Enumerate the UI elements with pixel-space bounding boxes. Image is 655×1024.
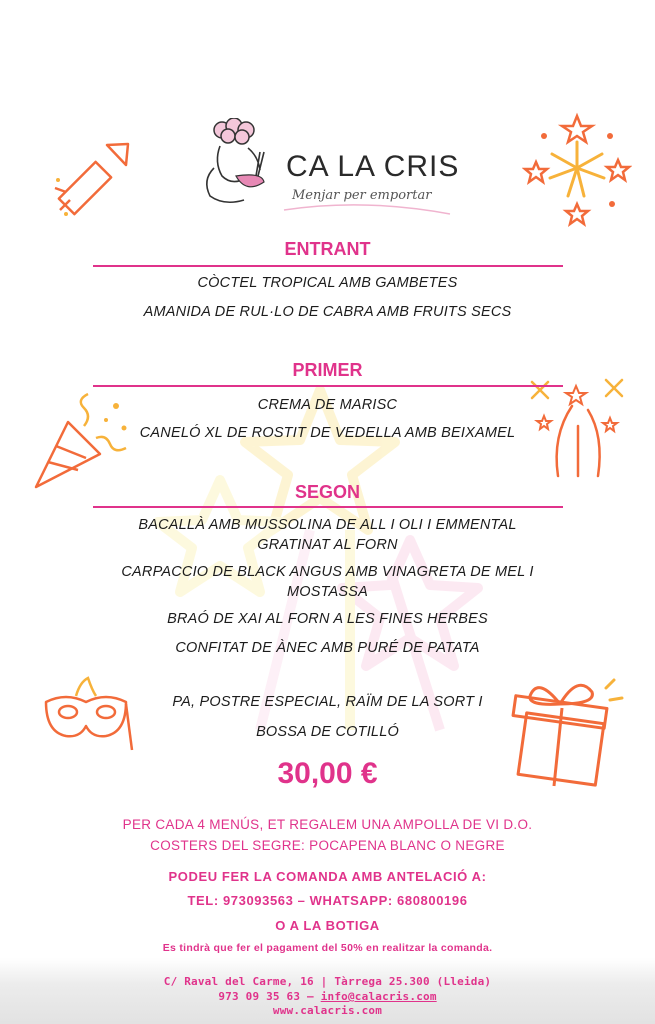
brand-tagline: Menjar per emportar xyxy=(292,188,432,203)
section-title-primer: PRIMER xyxy=(292,360,363,380)
menu-item: CONFITAT DE ÀNEC AMB PURÉ DE PATATA xyxy=(175,640,480,656)
footer xyxy=(0,958,655,1024)
promo-line: PER CADA 4 MENÚS, ET REGALEM UNA AMPOLLA DE VI D.O. xyxy=(122,817,533,832)
order-shop: O A LA BOTIGA xyxy=(275,918,380,933)
logo xyxy=(200,118,460,218)
section-divider xyxy=(93,265,563,267)
menu-item: MOSTASSA xyxy=(286,584,369,600)
footer-address: C/ Raval del Carme, 16 | Tàrrega 25.300 (Lleida) xyxy=(163,975,492,988)
carnival-mask-icon xyxy=(40,672,140,752)
footer-phone: 973 09 35 63 – xyxy=(218,990,314,1003)
menu-item: CREMA DE MARISC xyxy=(257,397,398,413)
firework-icon xyxy=(522,112,632,227)
order-intro: PODEU FER LA COMANDA AMB ANTELACIÓ A: xyxy=(168,869,487,884)
rocket-icon xyxy=(52,140,132,225)
chef-logo-icon xyxy=(200,118,280,214)
section-divider xyxy=(93,506,563,508)
promo-line: COSTERS DEL SEGRE: POCAPENA BLANC O NEGRE xyxy=(150,838,505,853)
footer-email-link[interactable]: info@calacris.com xyxy=(320,990,437,1003)
menu-item: BRAÓ DE XAI AL FORN A LES FINES HERBES xyxy=(167,611,488,627)
menu-item: CANELÓ XL DE ROSTIT DE VEDELLA AMB BEIXAMEL xyxy=(139,425,516,441)
menu-item: CÒCTEL TROPICAL AMB GAMBETES xyxy=(197,275,458,291)
brand-name: CA LA CRIS xyxy=(286,150,460,183)
menu-item: BACALLÀ AMB MUSSOLINA DE ALL I OLI I EMMENTAL xyxy=(138,517,517,533)
menu-item: AMANIDA DE RUL·LO DE CABRA AMB FRUITS SECS xyxy=(143,304,512,320)
footer-contact xyxy=(0,990,655,1003)
order-contact: TEL: 973093563 – WHATSAPP: 680800196 xyxy=(187,893,468,908)
payment-note: Es tindrà que fer el pagament del 50% en realitzar la comanda. xyxy=(162,942,493,954)
section-divider xyxy=(93,385,563,387)
menu-price: 30,00 € xyxy=(277,757,378,790)
section-title-entrant: ENTRANT xyxy=(284,239,371,259)
logo-swoosh-icon xyxy=(282,198,452,216)
extras-line: BOSSA DE COTILLÓ xyxy=(256,724,399,740)
extras-line: PA, POSTRE ESPECIAL, RAÏM DE LA SORT I xyxy=(172,694,483,710)
menu-item: CARPACCIO DE BLACK ANGUS AMB VINAGRETA DE MEL I xyxy=(121,564,534,580)
section-title-segon: SEGON xyxy=(294,482,360,502)
menu-item: GRATINAT AL FORN xyxy=(257,537,398,553)
footer-website-link[interactable]: www.calacris.com xyxy=(272,1004,383,1017)
